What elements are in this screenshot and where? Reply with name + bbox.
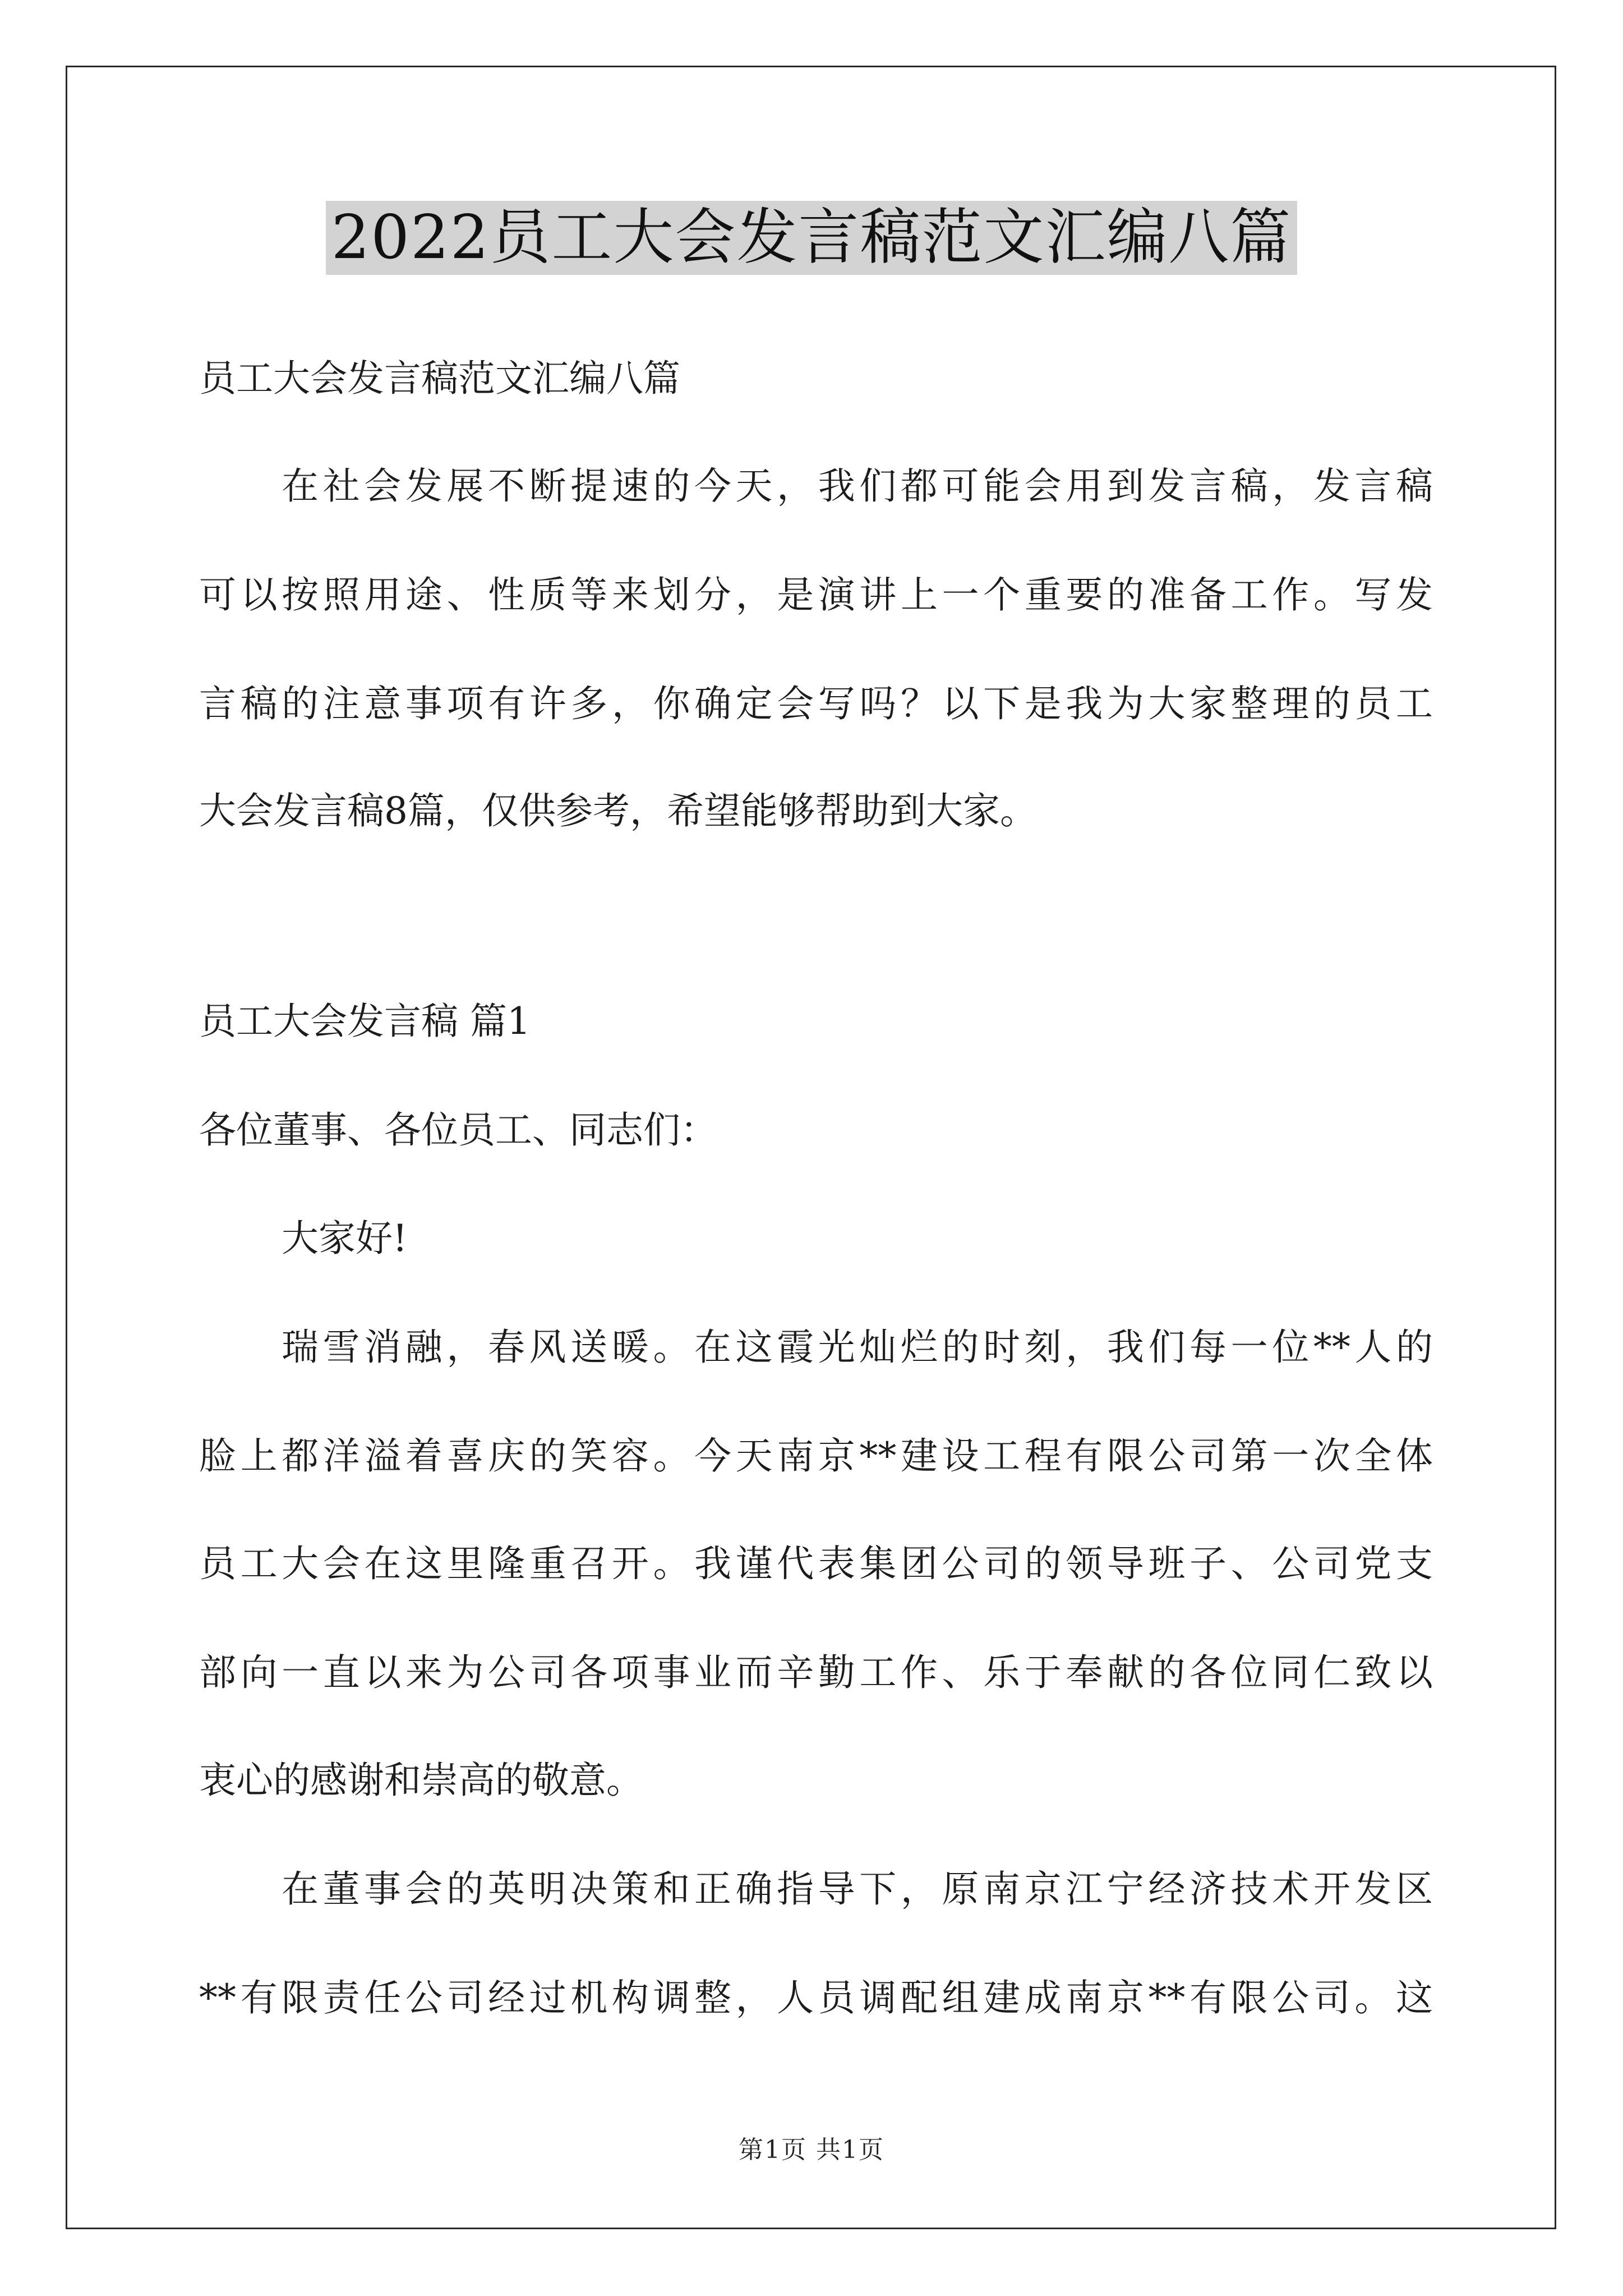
para2-line-2: **有限责任公司经过机构调整，人员调配组建成南京**有限公司。这 <box>199 1976 1433 2019</box>
document-title: 2022员工大会发言稿范文汇编八篇 <box>326 201 1298 275</box>
intro-line-3: 言稿的注意事项有许多，你确定会写吗？以下是我为大家整理的员工 <box>199 682 1433 725</box>
title-container <box>0 201 1623 275</box>
para1-line-1: 瑞雪消融，春风送暖。在这霞光灿烂的时刻，我们每一位**人的 <box>282 1326 1433 1369</box>
intro-line-2: 可以按照用途、性质等来划分，是演讲上一个重要的准备工作。写发 <box>199 573 1433 616</box>
intro-line-1: 在社会发展不断提速的今天，我们都可能会用到发言稿，发言稿 <box>282 464 1433 508</box>
para1-line-4: 部向一直以来为公司各项事业而辛勤工作、乐于奉献的各位同仁致以 <box>199 1651 1433 1694</box>
para2-line-1: 在董事会的英明决策和正确指导下，原南京江宁经济技术开发区 <box>282 1867 1433 1911</box>
salutation: 各位董事、各位员工、同志们： <box>199 1108 717 1152</box>
section-heading: 员工大会发言稿 篇1 <box>199 1000 531 1043</box>
para1-line-5: 衷心的感谢和崇高的敬意。 <box>199 1759 643 1802</box>
para1-line-3: 员工大会在这里隆重召开。我谨代表集团公司的领导班子、公司党支 <box>199 1542 1433 1585</box>
page-number-footer: 第1页 共1页 <box>739 2136 884 2164</box>
greeting: 大家好! <box>282 1217 408 1260</box>
para1-line-2: 脸上都洋溢着喜庆的笑容。今天南京**建设工程有限公司第一次全体 <box>199 1434 1433 1478</box>
intro-line-4: 大会发言稿8篇，仅供参考，希望能够帮助到大家。 <box>199 789 1037 832</box>
document-subtitle: 员工大会发言稿范文汇编八篇 <box>199 357 680 400</box>
